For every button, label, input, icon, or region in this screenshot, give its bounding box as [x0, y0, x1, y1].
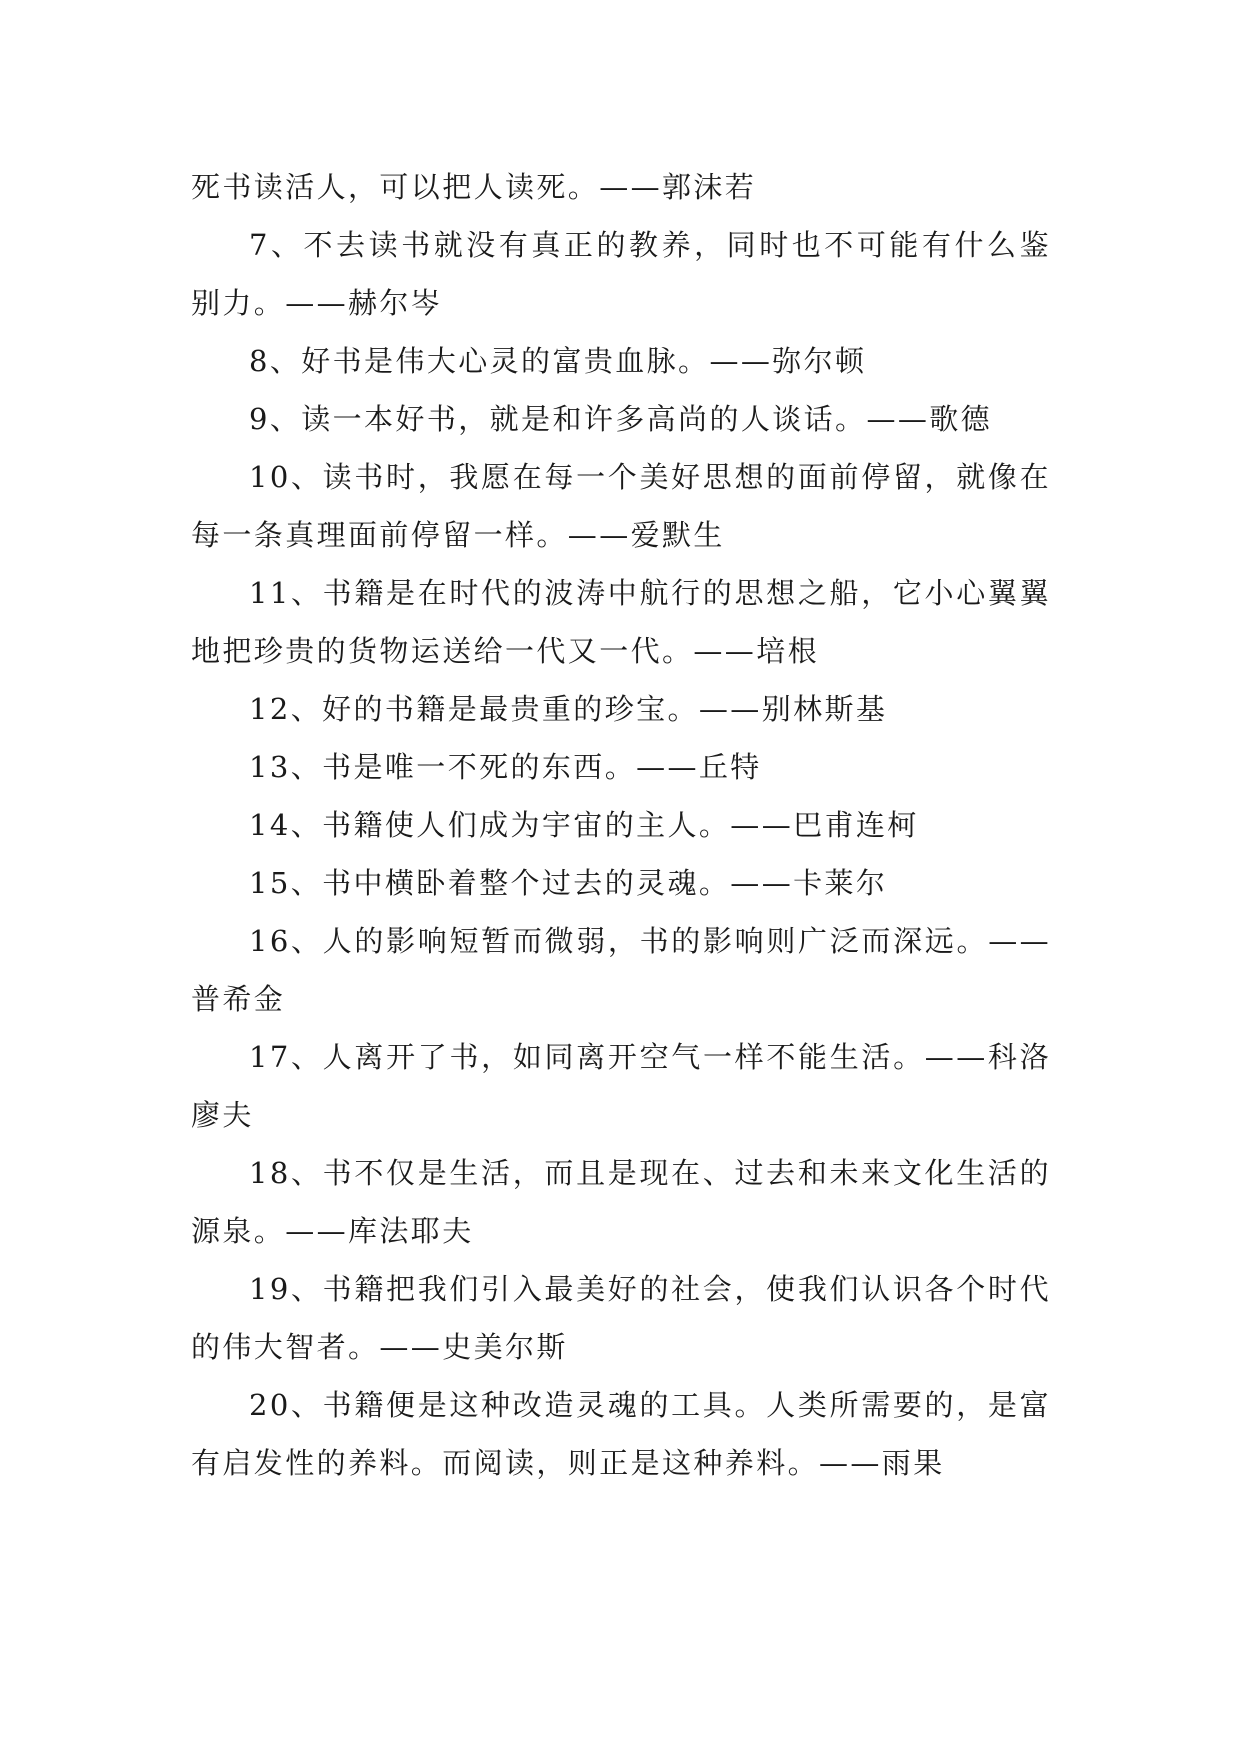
- quote-item-16: 16、人的影响短暂而微弱，书的影响则广泛而深远。——普希金: [191, 924, 1051, 1016]
- quote-item-14: 14、书籍使人们成为宇宙的主人。——巴甫连柯: [249, 808, 919, 842]
- paragraph-continuation: 死书读活人，可以把人读死。——郭沫若: [191, 170, 757, 204]
- quote-item-13: 13、书是唯一不死的东西。——丘特: [249, 750, 762, 784]
- document-body: [191, 158, 1051, 1492]
- quote-item-18: 18、书不仅是生活，而且是现在、过去和未来文化生活的源泉。——库法耶夫: [191, 1156, 1051, 1248]
- quote-item-15: 15、书中横卧着整个过去的灵魂。——卡莱尔: [249, 866, 888, 900]
- quote-item-10: 10、读书时，我愿在每一个美好思想的面前停留，就像在每一条真理面前停留一样。——爱默生: [191, 460, 1051, 552]
- quote-item-11: 11、书籍是在时代的波涛中航行的思想之船，它小心翼翼地把珍贵的货物运送给一代又一代。——培根: [191, 576, 1051, 668]
- quote-item-20: 20、书籍便是这种改造灵魂的工具。人类所需要的，是富有启发性的养料。而阅读，则正是这种养料。——雨果: [191, 1388, 1051, 1480]
- quote-item-19: 19、书籍把我们引入最美好的社会，使我们认识各个时代的伟大智者。——史美尔斯: [191, 1272, 1051, 1364]
- quote-item-8: 8、好书是伟大心灵的富贵血脉。——弥尔顿: [249, 344, 867, 378]
- quote-item-7: 7、不去读书就没有真正的教养，同时也不可能有什么鉴别力。——赫尔岑: [191, 228, 1051, 320]
- quote-item-17: 17、人离开了书，如同离开空气一样不能生活。——科洛廖夫: [191, 1040, 1051, 1132]
- quote-item-9: 9、读一本好书，就是和许多高尚的人谈话。——歌德: [249, 402, 993, 436]
- quote-item-12: 12、好的书籍是最贵重的珍宝。——别林斯基: [249, 692, 888, 726]
